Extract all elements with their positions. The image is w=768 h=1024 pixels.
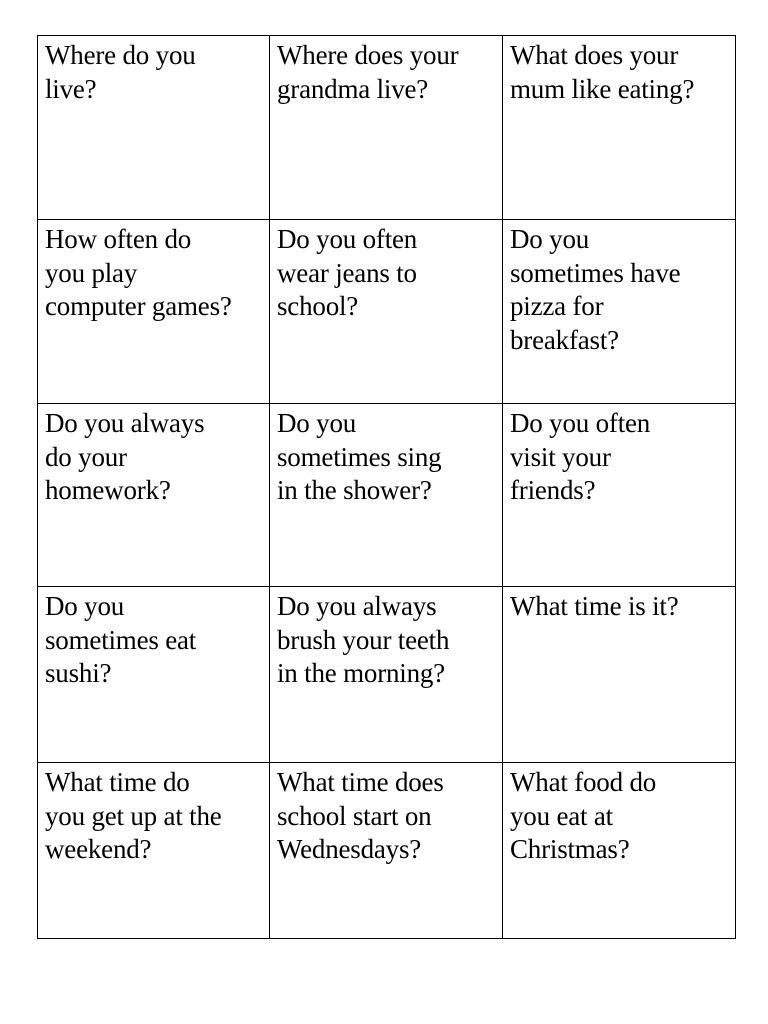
question-card: [503, 36, 736, 220]
question-card: [38, 587, 270, 763]
question-text: What time do you get up at the weekend?: [45, 767, 222, 864]
question-card: [270, 587, 503, 763]
table-row: [38, 763, 736, 939]
question-card: [270, 763, 503, 939]
question-text: What time does school start on Wednesdays?: [277, 767, 444, 864]
question-cards-table: [37, 35, 736, 939]
question-text: What does your mum like eating?: [510, 40, 695, 104]
question-card: [270, 36, 503, 220]
question-text: Do you always do your homework?: [45, 408, 205, 505]
table-row: [38, 220, 736, 404]
question-text: Do you always brush your teeth in the morning?: [277, 591, 450, 688]
question-card: [38, 763, 270, 939]
question-card: [38, 404, 270, 587]
question-text: Do you sometimes sing in the shower?: [277, 408, 442, 505]
question-card: [503, 404, 736, 587]
question-text: Do you sometimes eat sushi?: [45, 591, 197, 688]
question-text: Do you often visit your friends?: [510, 408, 651, 505]
table-row: [38, 36, 736, 220]
table-row: [38, 404, 736, 587]
question-card: [503, 763, 736, 939]
question-card: [503, 220, 736, 404]
question-text: What food do you eat at Christmas?: [510, 767, 657, 864]
question-text: Where do you live?: [45, 40, 196, 104]
table-row: [38, 587, 736, 763]
question-text: What time is it?: [510, 591, 679, 621]
question-card: [38, 220, 270, 404]
question-card: [270, 220, 503, 404]
question-text: Where does your grandma live?: [277, 40, 459, 104]
question-text: How often do you play computer games?: [45, 224, 232, 321]
question-card: [38, 36, 270, 220]
question-card: [503, 587, 736, 763]
question-text: Do you often wear jeans to school?: [277, 224, 418, 321]
question-text: Do you sometimes have pizza for breakfast?: [510, 224, 681, 355]
question-card: [270, 404, 503, 587]
